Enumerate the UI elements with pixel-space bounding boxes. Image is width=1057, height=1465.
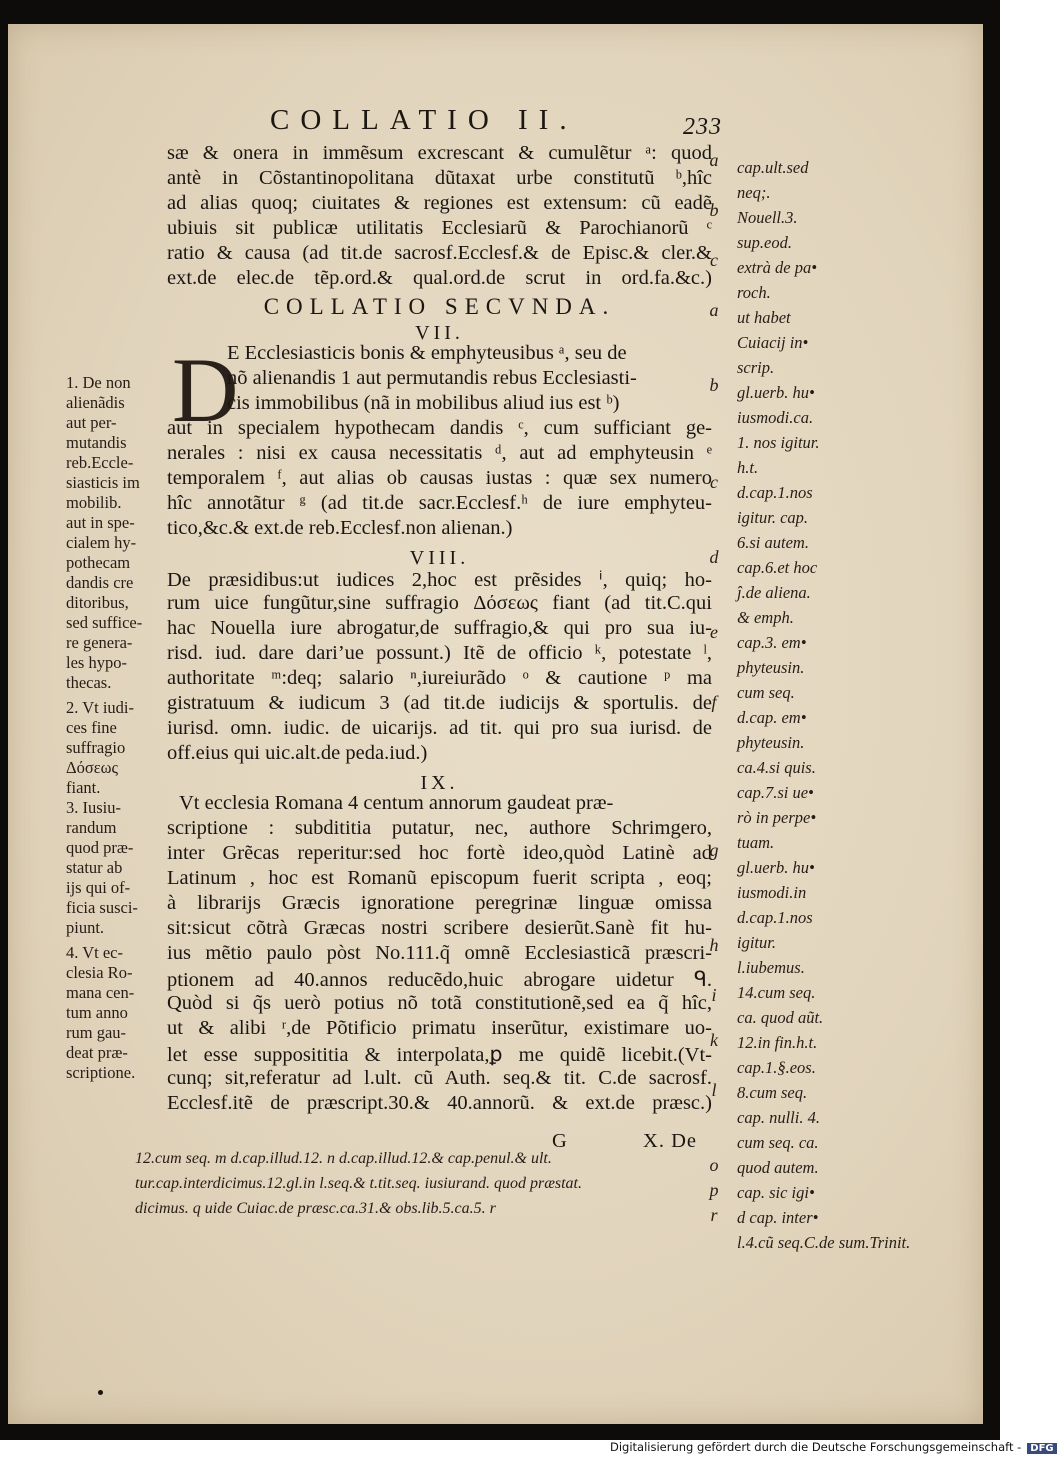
text-line: tico,&c.& ext.de reb.Ecclesf.non alienan.)	[167, 517, 513, 539]
margin-note: l.4.cũ seq.C.de sum.Trinit.	[737, 1233, 911, 1252]
margin-note: d.cap.1.nos	[737, 483, 813, 502]
margin-note: cum seq. ca.	[737, 1133, 819, 1152]
text-line: Ecclesf.itẽ de præscript.30.& 40.annorũ. & ext.de præsc.)	[167, 1092, 712, 1114]
margin-note: d.cap. em•	[737, 708, 807, 727]
text-line: iurisd. omn. iudic. de uicarijs. ad tit. qui pro sua iurisd. de	[167, 717, 712, 739]
text-line: ratio & causa (ad tit.de sacrosf.Ecclesf.& de Episc.& cler.&	[167, 242, 712, 264]
margin-note: phyteusin.	[737, 658, 805, 677]
margin-note: Nouell.3.	[737, 208, 798, 227]
margin-summary: re genera-	[66, 633, 133, 652]
margin-summary: deat præ-	[66, 1043, 128, 1062]
margin-summary: dandis cre	[66, 573, 134, 592]
section-numeral: VIII.	[409, 547, 470, 569]
margin-note: sup.eod.	[737, 233, 792, 252]
margin-summary: aut in spe-	[66, 513, 135, 532]
margin-summary: piunt.	[66, 918, 105, 937]
note-letter: k	[710, 1030, 718, 1050]
note-letter: h	[709, 935, 719, 955]
margin-summary: mobilib.	[66, 493, 122, 512]
margin-summary: mutandis	[66, 433, 127, 452]
note-letter: f	[711, 692, 717, 712]
note-letter: a	[709, 300, 719, 320]
margin-note: 8.cum seq.	[737, 1083, 808, 1102]
note-letter: r	[710, 1205, 718, 1225]
section-numeral: VII.	[415, 322, 464, 344]
margin-note: phyteusin.	[737, 733, 805, 752]
catchword: X. De	[643, 1130, 697, 1152]
margin-summary: clesia Ro-	[66, 963, 133, 982]
margin-note: neq;.	[737, 183, 771, 202]
text-line: gistratuum & iudicum 3 (ad tit.de iudicijs & sportulis. de	[167, 692, 712, 714]
margin-note: scrip.	[737, 358, 775, 377]
text-line: ad alias quoq; ciuitates & regiones est extensum: cũ eadẽ	[167, 192, 712, 214]
margin-note: 6.si autem.	[737, 533, 809, 552]
text-line: scriptione : subdititia putatur, nec, authore Schrimgero,	[167, 817, 712, 839]
margin-summary: pothecam	[66, 553, 131, 572]
text-line: let esse supposititia & interpolata,ꝑ me quidẽ licebit.(Vt-	[167, 1044, 712, 1066]
text-line: Vt ecclesia Romana 4 centum annorum gaudeat præ-	[179, 792, 614, 814]
margin-summary: aut per-	[66, 413, 117, 432]
margin-summary: alienãdis	[66, 393, 125, 412]
margin-note: cap. sic igi•	[737, 1183, 815, 1202]
margin-note: 14.cum seq.	[737, 983, 816, 1002]
margin-summary: suffragio	[66, 738, 126, 757]
footnote-line: 12.cum seq. m d.cap.illud.12. n d.cap.illud.12.& cap.penul.& ult.	[135, 1150, 552, 1167]
margin-summary: mana cen-	[66, 983, 135, 1002]
margin-summary: quod præ-	[66, 838, 134, 857]
margin-note: igitur. cap.	[737, 508, 809, 527]
section-heading: COLLATIO SECVNDA.	[263, 294, 616, 319]
text-line: risd. iud. dare dari’ue possunt.) Itẽ de officio ᵏ, potestate ˡ,	[167, 642, 712, 664]
note-letter: b	[709, 375, 719, 395]
margin-note: gl.uerb. hu•	[737, 858, 815, 877]
margin-note: cum seq.	[737, 683, 795, 702]
ink-spot	[98, 1390, 103, 1395]
margin-summary: 2. Vt iudi-	[66, 698, 134, 717]
running-title: COLLATIO II.	[270, 104, 578, 136]
margin-note: quod autem.	[737, 1158, 819, 1177]
margin-note: cap.ult.sed	[737, 158, 809, 177]
footnote-line: tur.cap.interdicimus.12.gl.in l.seq.& t.tit.seq. iusiurand. quod præstat.	[135, 1175, 582, 1192]
margin-note: 1. nos igitur.	[737, 433, 820, 452]
margin-summary: ces fine	[66, 718, 117, 737]
margin-note: d.cap.1.nos	[737, 908, 813, 927]
margin-note: iusmodi.in	[737, 883, 807, 902]
margin-summary: thecas.	[66, 673, 112, 692]
section-numeral: IX.	[420, 772, 459, 794]
note-letter: i	[711, 985, 717, 1005]
margin-summary: ditoribus,	[66, 593, 129, 612]
margin-summary: 4. Vt ec-	[66, 943, 123, 962]
margin-note: ĵ.de aliena.	[737, 583, 811, 602]
text-line: aut in specialem hypothecam dandis ᶜ, cum sufficiant ge-	[167, 417, 712, 439]
page-number: 233	[683, 114, 722, 140]
margin-note: cap.3. em•	[737, 633, 807, 652]
text-line: De præsidibus:ut iudices 2,hoc est prẽsides ⁱ, quiq; ho-	[167, 569, 712, 591]
text-line: inter Grẽcas reperitur:sed hoc fortè ideo,quòd Latinè ad	[167, 842, 712, 864]
text-line: hac Nouella iure abrogatur,de suffragio,& qui pro sua iu-	[167, 617, 712, 639]
margin-note: rò in perpe•	[737, 808, 817, 827]
text-line: temporalem ᶠ, aut alias ob causas iustas : quæ sex numero	[167, 467, 712, 489]
text-line: ptionem ad 40.annos reducẽdo,huic abrogare uidetur ᑫ.	[167, 969, 712, 991]
margin-note: & emph.	[737, 608, 794, 627]
margin-summary: 1. De non	[66, 373, 131, 392]
margin-summary: fiant.	[66, 778, 101, 797]
footnote-line: dicimus. q uide Cuiac.de præsc.ca.31.& obs.lib.5.ca.5. r	[135, 1200, 496, 1217]
margin-note: 12.in fin.h.t.	[737, 1033, 818, 1052]
credit-text: Digitalisierung gefördert durch die Deutsche Forschungsgemeinschaft -	[610, 1440, 1022, 1454]
text-line: cis immobilibus (nã in mobilibus aliud ius est ᵇ)	[227, 392, 620, 414]
margin-summary: les hypo-	[66, 653, 127, 672]
margin-summary: rum gau-	[66, 1023, 127, 1042]
dfg-logo: DFG	[1027, 1443, 1056, 1454]
margin-summary: ijs qui of-	[66, 878, 131, 897]
text-line: Latinum , hoc est Romanũ episcopum fuerit scripta , eoq;	[167, 867, 712, 889]
margin-summary: statur ab	[66, 858, 123, 877]
margin-summary: scriptione.	[66, 1063, 136, 1082]
text-line: authoritate ᵐ:deq; salario ⁿ,iureiurãdo ᵒ & cautione ᵖ ma	[167, 667, 712, 689]
margin-note: l.iubemus.	[737, 958, 805, 977]
text-line: hîc annotãtur ᵍ (ad tit.de sacr.Ecclesf.ʰ de iure emphyteu-	[167, 492, 712, 514]
margin-note: Cuiacij in•	[737, 333, 809, 352]
note-letter: d	[709, 547, 719, 567]
margin-note: tuam.	[737, 833, 775, 852]
note-letter: c	[710, 472, 718, 492]
margin-summary: randum	[66, 818, 117, 837]
margin-note: ca.4.si quis.	[737, 758, 816, 777]
margin-note: roch.	[737, 283, 771, 302]
text-line: à librarijs Græcis ignoratione peregrinæ linguæ omissa	[167, 892, 712, 914]
margin-summary: 3. Iusiu-	[66, 798, 121, 817]
margin-summary: ficia susci-	[66, 898, 138, 917]
margin-summary: sed suffice-	[66, 613, 143, 632]
text-line: ubiuis sit publicæ utilitatis Ecclesiarũ & Parochianorũ ᶜ	[167, 217, 712, 239]
note-letter: b	[709, 200, 719, 220]
margin-note: cap.7.si ue•	[737, 783, 814, 802]
text-line: sæ & onera in immẽsum excrescant & cumulẽtur ᵃ: quod	[167, 142, 712, 164]
margin-note: cap.6.et hoc	[737, 558, 818, 577]
margin-note: cap. nulli. 4.	[737, 1108, 820, 1127]
margin-note: gl.uerb. hu•	[737, 383, 815, 402]
note-letter: o	[709, 1155, 719, 1175]
note-letter: g	[709, 840, 719, 860]
note-letter: p	[709, 1180, 719, 1200]
margin-summary: siasticis im	[66, 473, 140, 492]
text-line: ius mẽtio paulo pòst No.111.q̃ omnẽ Ecclesiasticã præscri-	[167, 942, 712, 964]
text-line: antè in Cõstantinopolitana dũtaxat urbe constitutũ ᵇ,hîc	[167, 167, 712, 189]
text-line: E Ecclesiasticis bonis & emphyteusibus ᵃ, seu de	[227, 342, 627, 364]
text-line: cunq; sit,referatur ad l.ult. cũ Auth. seq.& tit. C.de sacrosf.	[167, 1067, 712, 1089]
text-line: nerales : nisi ex causa necessitatis ᵈ, aut ad emphyteusin ᵉ	[167, 442, 712, 464]
margin-summary: cialem hy-	[66, 533, 137, 552]
margin-note: extrà de pa•	[737, 258, 818, 277]
note-letter: l	[711, 1080, 717, 1100]
note-letter: c	[710, 250, 718, 270]
drop-capital: D	[172, 339, 239, 441]
text-line: rum uice fungũtur,sine suffragio Δόσεως fiant (ad tit.C.qui	[167, 592, 712, 614]
margin-note: cap.1.§.eos.	[737, 1058, 816, 1077]
text-line: off.eius qui uic.alt.de peda.iud.)	[167, 742, 428, 764]
note-letter: a	[709, 150, 719, 170]
text-line: ext.de elec.de tẽp.ord.& qual.ord.de scrut in ord.fa.&c.)	[167, 267, 712, 289]
note-letter: e	[710, 622, 718, 642]
margin-note: ca. quod aũt.	[737, 1008, 824, 1027]
digitization-credit	[610, 1440, 1057, 1454]
margin-note: iusmodi.ca.	[737, 408, 814, 427]
text-line: nõ alienandis 1 aut permutandis rebus Ecclesiasti-	[227, 367, 637, 389]
margin-summary: tum anno	[66, 1003, 128, 1022]
margin-note: ut habet	[737, 308, 791, 327]
margin-summary: reb.Eccle-	[66, 453, 134, 472]
margin-note: igitur.	[737, 933, 776, 952]
margin-note: d cap. inter•	[737, 1208, 819, 1227]
text-line: Quòd si q̃s uerò potius nõ totã constitutionẽ,sed ea q̃ hîc,	[167, 992, 712, 1014]
signature-mark: G	[552, 1130, 567, 1152]
text-line: ut & alibi ʳ,de Põtificio primatu inserũtur, existimare uo-	[167, 1017, 712, 1039]
margin-note: h.t.	[737, 458, 759, 477]
text-line: sit:sicut cõtrà Græcas nostri scribere desierũt.Sanè fit hu-	[167, 917, 712, 939]
margin-summary: Δόσεως	[66, 758, 119, 777]
